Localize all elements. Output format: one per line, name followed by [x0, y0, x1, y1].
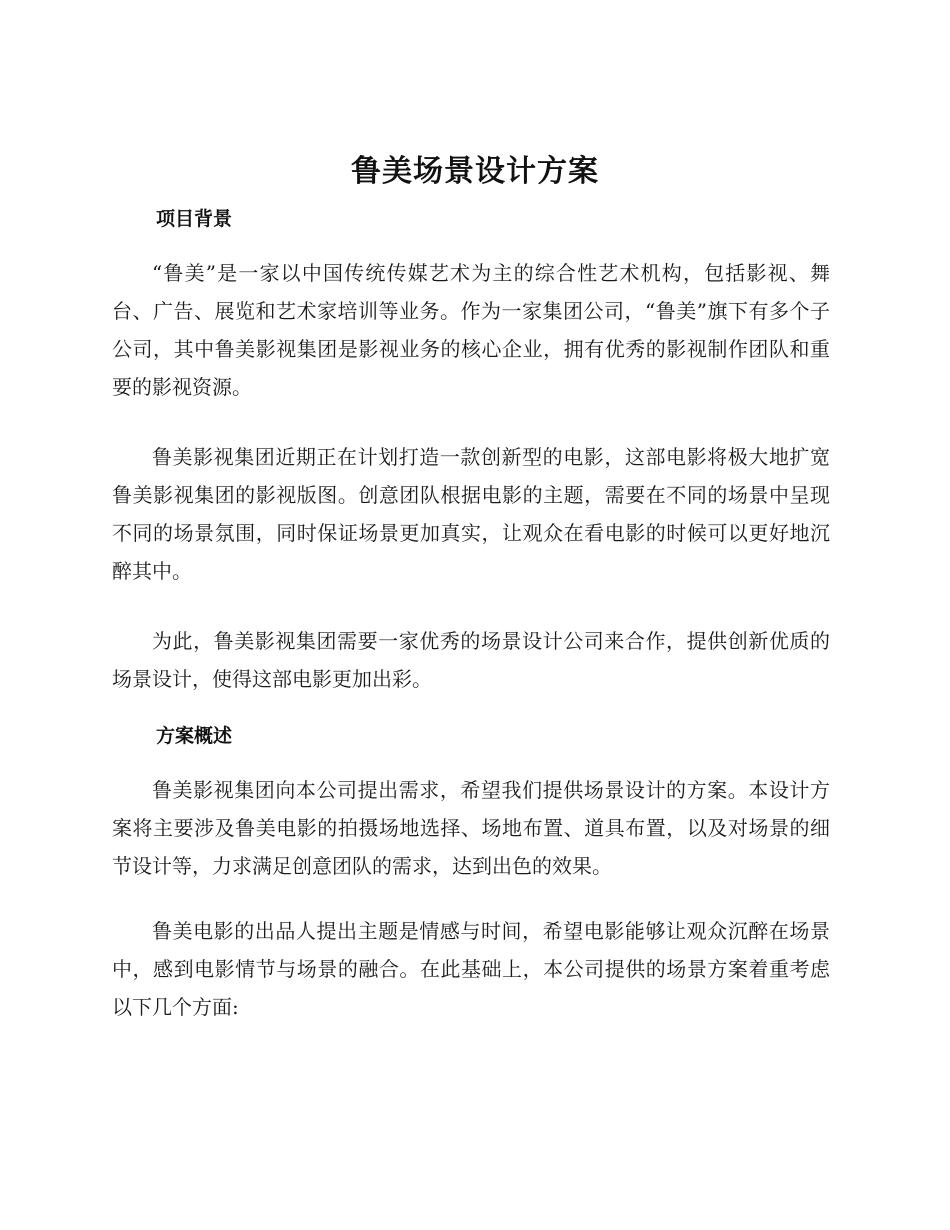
- paragraph-background-3: 为此，鲁美影视集团需要一家优秀的场景设计公司来合作，提供创新优质的场景设计，使得这部电影更加出彩。: [112, 629, 830, 691]
- paragraph-overview-1: 鲁美影视集团向本公司提出需求，希望我们提供场景设计的方案。本设计方案将主要涉及鲁美电影的拍摄场地选择、场地布置、道具布置，以及对场景的细节设计等，力求满足创意团队的需求，达到出色的效果。: [112, 778, 830, 878]
- section-heading-project-background: 项目背景: [156, 208, 233, 230]
- document-title: 鲁美场景设计方案: [351, 154, 599, 189]
- paragraph-background-1: “鲁美”是一家以中国传统传媒艺术为主的综合性艺术机构，包括影视、舞台、广告、展览和艺术家培训等业务。作为一家集团公司，“鲁美”旗下有多个子公司，其中鲁美影视集团是影视业务的核心企业，拥有优秀的影视制作团队和重要的影视资源。: [112, 261, 830, 399]
- section-heading-plan-overview: 方案概述: [156, 725, 233, 747]
- paragraph-overview-2: 鲁美电影的出品人提出主题是情感与时间，希望电影能够让观众沉醉在场景中，感到电影情节与场景的融合。在此基础上，本公司提供的场景方案着重考虑以下几个方面:: [112, 919, 830, 1019]
- paragraph-background-2: 鲁美影视集团近期正在计划打造一款创新型的电影，这部电影将极大地扩宽鲁美影视集团的影视版图。创意团队根据电影的主题，需要在不同的场景中呈现不同的场景氛围，同时保证场景更加真实，让观众在看电影的时候可以更好地沉醉其中。: [112, 445, 830, 583]
